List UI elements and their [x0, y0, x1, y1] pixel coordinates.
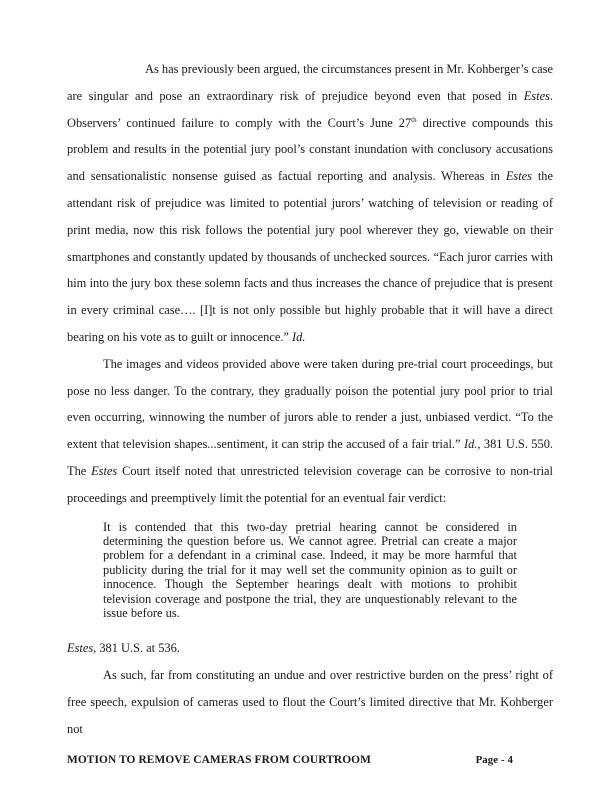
footer-title: MOTION TO REMOVE CAMERAS FROM COURTROOM — [67, 754, 371, 766]
paragraph-1-text-c: directive compounds this problem and results in the potential jury pool’s constant inundation with conclusory accusations and sensationalistic nonsense guised as factual reporting and analysis. Whereas in — [67, 115, 553, 184]
quote-citation-rest: 381 U.S. at 536. — [96, 641, 180, 656]
body-text — [67, 56, 553, 743]
paragraph-1-text-d: the attendant risk of prejudice was limited to potential jurors’ watching of television or reading of print media, now this risk follows the potential jury pool wherever they go, viewable on their smartphones and constantly updated by thousands of unchecked sources. “Each juror carries with him into the jury box these solemn facts and thus increases the chance of prejudice that is present in every criminal case…. [I]t is not only possible but highly probable that it will have a direct bearing on his vote as to guilt or innocence.” — [67, 169, 553, 344]
paragraph-2 — [67, 351, 553, 512]
case-name-estes: Estes — [505, 169, 532, 184]
quote-citation — [67, 635, 553, 662]
paragraph-2-text-c: Court itself noted that unrestricted television coverage can be corrosive to non-trial proceedings and preemptively limit the potential for an eventual fair verdict: — [67, 463, 553, 505]
page-number: Page - 4 — [475, 754, 513, 766]
ordinal-suffix: th — [411, 115, 417, 124]
paragraph-3: As such, far from constituting an undue and over restrictive burden on the press’ right of free speech, expulsion of cameras used to flout the Court’s limited directive that Mr. Kohberger not — [67, 668, 553, 736]
citation-id: Id. — [292, 329, 306, 344]
paragraph-2-text-b: 381 U.S. 550. The — [67, 437, 553, 478]
paragraph-2-text-a: The images and videos provided above were taken during pre-trial court proceedings, but pose no less danger. To the contrary, they gradually poison the potential jury pool prior to trial even occurring, winnowing the number of jurors able to render a just, unbiased verdict. “To the extent that television shapes...sentiment, it can strip the accused of a fair trial.” — [67, 356, 553, 452]
case-name-estes: Estes — [91, 463, 118, 478]
citation-id: Id., — [463, 437, 481, 452]
paragraph-1 — [67, 56, 553, 351]
block-quote: It is contended that this two-day pretrial hearing cannot be considered in determining the question before us. We cannot agree. Pretrial can create a major problem for a defendant in a criminal case. Indeed, it may be more harmful that publicity during the trial for it may well set the community opinion as to guilt or innocence. Though the September hearings dealt with motions to prohibit television coverage and postpone the trial, they are unquestionably relevant to the issue before us. — [103, 519, 517, 620]
paragraph-1-text-b: . Observers’ continued failure to comply with the Court’s June 27 — [67, 88, 553, 130]
paragraph-1-text-a: As has previously been argued, the circumstances present in Mr. Kohberger’s case are singular and pose an extraordinary risk of prejudice beyond even that posed in — [67, 62, 553, 103]
case-name-estes: Estes, — [67, 641, 97, 656]
case-name-estes: Estes — [523, 88, 550, 103]
